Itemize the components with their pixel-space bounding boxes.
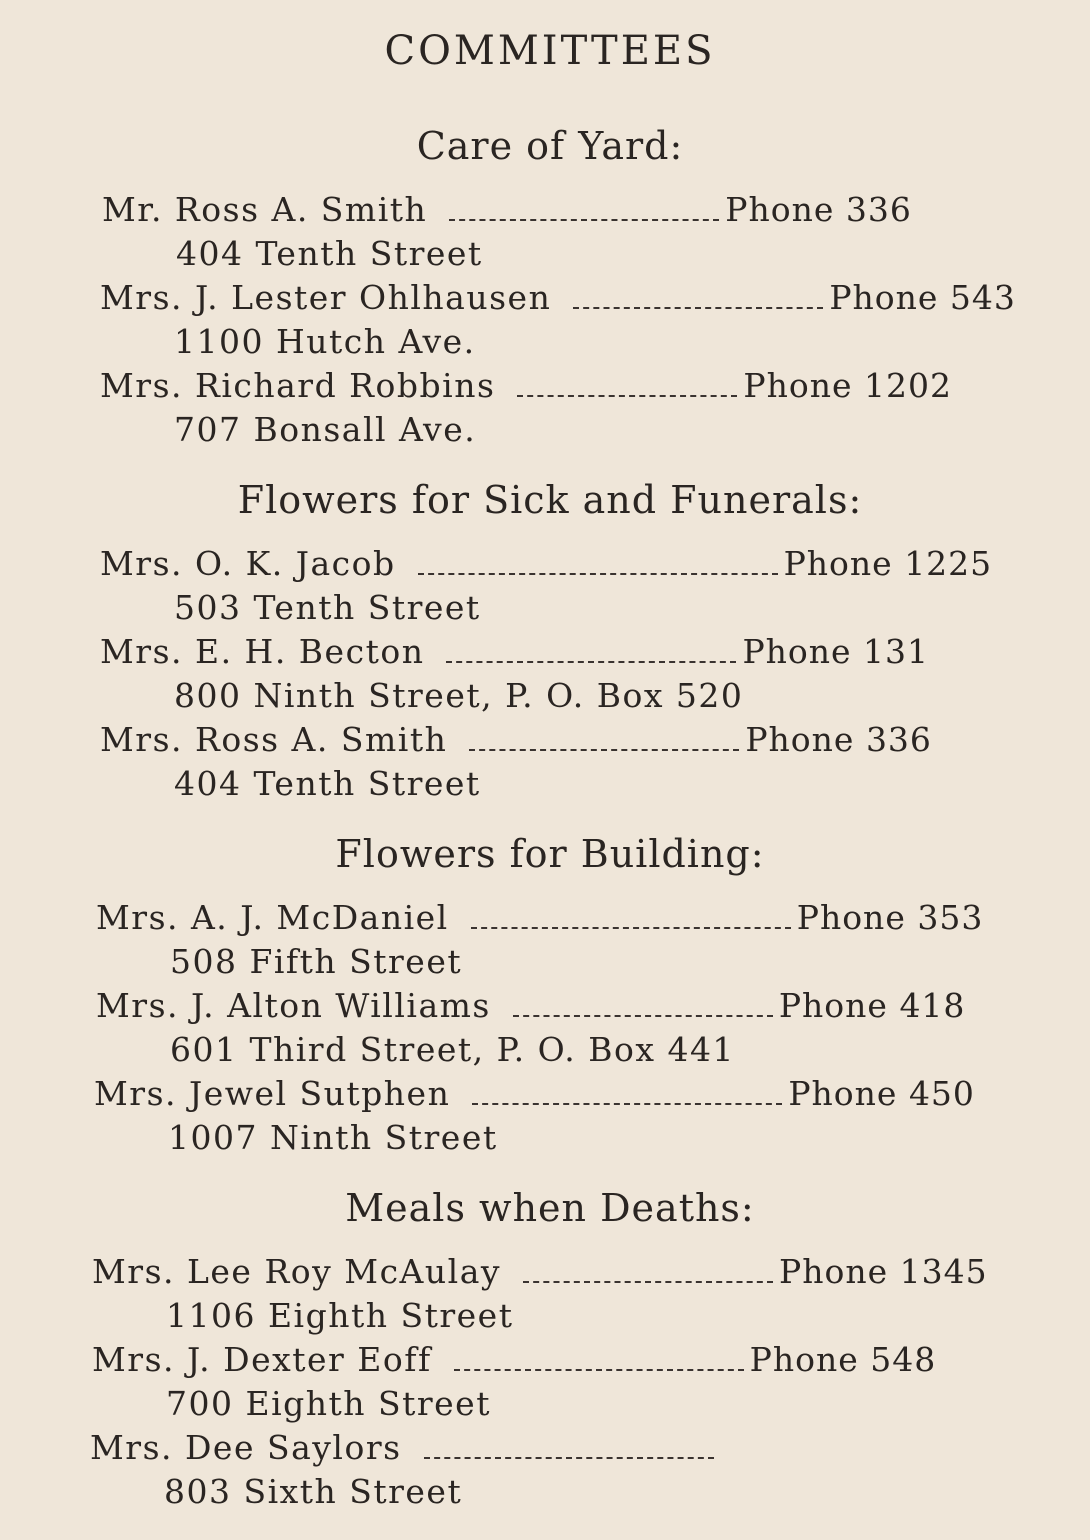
dotted-leader: [523, 1281, 773, 1283]
committee-heading-care-of-yard: Care of Yard:: [416, 124, 684, 168]
member-address: 803 Sixth Street: [164, 1472, 463, 1511]
dotted-leader: [573, 307, 823, 309]
member-name: Mrs. Dee Saylors: [90, 1428, 402, 1467]
member-phone: Phone 1225: [783, 544, 993, 583]
dotted-leader: [513, 1015, 773, 1017]
dotted-leader: [454, 1369, 744, 1371]
member-address: 601 Third Street, P. O. Box 441: [170, 1030, 735, 1069]
member-address: 404 Tenth Street: [174, 764, 481, 803]
member-phone: Phone 450: [788, 1074, 975, 1113]
page-title: COMMITTEES: [384, 28, 716, 74]
committee-heading-flowers-building: Flowers for Building:: [335, 832, 765, 876]
dotted-leader: [449, 219, 719, 221]
member-phone: Phone 131: [742, 632, 930, 671]
member-address: 1007 Ninth Street: [168, 1118, 498, 1157]
committee-heading-meals-deaths: Meals when Deaths:: [345, 1186, 755, 1230]
member-phone: Phone 418: [778, 986, 966, 1025]
member-address: 508 Fifth Street: [170, 942, 463, 981]
dotted-leader: [471, 927, 791, 929]
dotted-leader: [472, 1103, 782, 1105]
member-address: 503 Tenth Street: [174, 588, 481, 627]
member-name: Mrs. O. K. Jacob: [100, 544, 396, 583]
member-phone: Phone 543: [829, 278, 1016, 317]
member-name: Mrs. A. J. McDaniel: [96, 898, 449, 937]
member-name: Mr. Ross A. Smith: [102, 190, 428, 229]
dotted-leader: [517, 395, 737, 397]
member-phone: Phone 548: [749, 1340, 937, 1379]
dotted-leader: [469, 749, 739, 751]
member-name: Mrs. J. Dexter Eoff: [92, 1340, 432, 1379]
member-name: Mrs. J. Alton Williams: [96, 986, 491, 1025]
member-phone: Phone 353: [796, 898, 984, 937]
member-phone: Phone 1345: [779, 1252, 988, 1291]
member-address: 700 Eighth Street: [166, 1384, 491, 1423]
dotted-leader: [418, 573, 778, 575]
member-phone: Phone 336: [725, 190, 912, 229]
member-name: Mrs. Ross A. Smith: [100, 720, 448, 759]
member-address: 800 Ninth Street, P. O. Box 520: [174, 676, 744, 715]
member-address: 707 Bonsall Ave.: [174, 410, 477, 449]
member-phone: Phone 1202: [743, 366, 952, 405]
member-name: Mrs. J. Lester Ohlhausen: [100, 278, 552, 317]
dotted-leader: [424, 1457, 714, 1459]
member-name: Mrs. E. H. Becton: [100, 632, 425, 671]
committee-heading-flowers-sick-funerals: Flowers for Sick and Funerals:: [237, 478, 863, 522]
member-phone: Phone 336: [745, 720, 932, 759]
member-address: 1100 Hutch Ave.: [174, 322, 476, 361]
member-address: 404 Tenth Street: [176, 234, 483, 273]
member-address: 1106 Eighth Street: [166, 1296, 514, 1335]
member-name: Mrs. Richard Robbins: [100, 366, 496, 405]
member-name: Mrs. Lee Roy McAulay: [92, 1252, 502, 1291]
member-name: Mrs. Jewel Sutphen: [94, 1074, 451, 1113]
dotted-leader: [446, 661, 736, 663]
